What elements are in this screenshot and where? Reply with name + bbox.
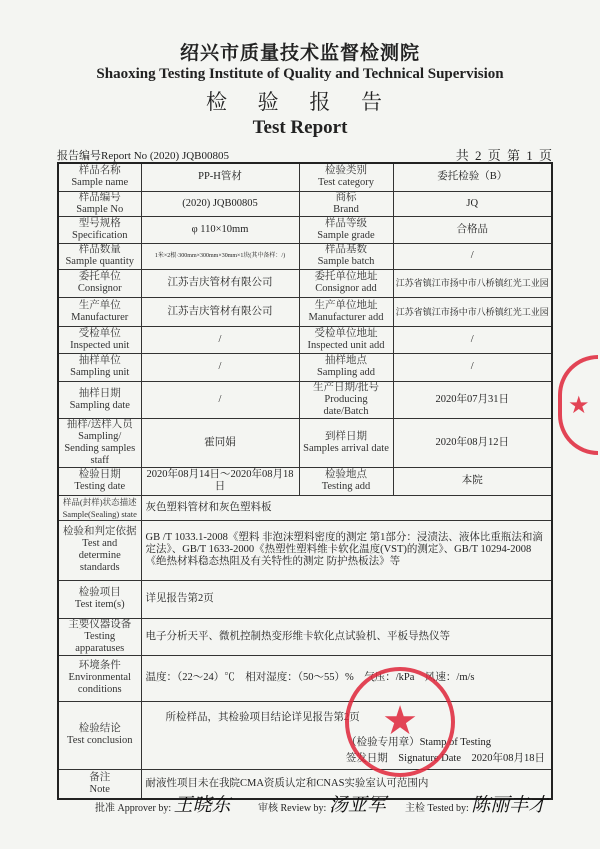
signature-date: 签发日期 Signature Date 2020年08月18日 [345,752,545,764]
label-cn: 生产单位地址 [314,299,378,311]
reviewer [258,790,386,817]
table-row [58,353,552,381]
field-value: 江苏吉庆管材有限公司 [141,297,299,326]
field-label [58,326,141,353]
label-en: Sampling add [316,367,376,378]
field-label [58,418,141,467]
field-value: 江苏吉庆管材有限公司 [141,269,299,297]
field-label [299,418,393,467]
field-label [58,655,141,701]
field-label [58,297,141,326]
label-en: Consignor add [315,283,377,294]
field-label [299,467,393,495]
label-en: Test conclusion [67,735,133,746]
label-en: Sample(Sealing) state [62,508,137,519]
label-en: Samples arrival date [303,442,389,454]
label-en: Sampling date [69,399,130,411]
label-cn: 委托单位地址 [314,271,378,282]
field-value: 合格品 [393,216,552,243]
stamp-line: （检验专用章）Stamp of Testing [346,736,491,748]
label-cn: 抽样日期 [78,387,121,399]
label-cn: 检验结论 [78,723,121,734]
field-value: / [141,381,299,418]
table-row [58,191,552,216]
field-label [58,243,141,269]
label-en: Sample batch [317,256,375,267]
label-en: Sampling unit [70,367,130,378]
star-icon: ★ [568,391,590,419]
table-row [58,618,552,655]
label-en: Sample grade [317,229,375,241]
conclusion-row [58,701,552,769]
label-en: Note [89,783,110,795]
label-cn: 样品(封样)状态描述 [62,496,137,507]
label-cn: 抽样单位 [78,355,121,366]
label-en: Sampling/ Sending samples staff [64,430,136,466]
tester [405,790,547,817]
table-row [58,381,552,418]
field-label [58,495,141,520]
label-en: Test and determine standards [78,538,121,573]
official-stamp [345,667,455,777]
label-en: Testing add [321,481,371,492]
field-value: 温度：（22～24）℃ 相对湿度：（50～55）% 气压：/kPa 风速：/m/s [141,655,552,701]
review-label: 审核 Review by: [258,803,327,814]
field-value: 2020年08月12日 [393,418,552,467]
field-value: 江苏省镇江市扬中市八桥镇红光工业园 [393,269,552,297]
label-en: Sample No [76,203,124,215]
field-label [299,381,393,418]
label-en: Testing date [74,481,126,492]
field-value: (2020) JQB00805 [141,191,299,216]
label-en: Environmental conditions [68,672,131,695]
field-label [299,191,393,216]
field-value: 霍同娟 [141,418,299,467]
label-cn: 受检单位 [78,327,121,339]
label-en: Manufacturer add [308,311,384,323]
approver-label: 批准 Approver by: [95,803,172,814]
table-row [58,418,552,467]
conclusion-text: 所检样品，其检验项目结论详见报告第2页 [165,711,360,723]
approver [95,790,231,817]
label-cn: 检验和判定依据 [63,526,137,537]
label-cn: 受检单位地址 [314,327,378,339]
label-en: Inspected unit add [307,339,385,351]
field-label [58,381,141,418]
label-cn: 样品数量 [78,244,121,255]
field-value: GB /T 1033.1-2008《塑料 非泡沫塑料密度的测定 第1部分：浸渍法、液体比重瓶法和滴定法》、GB/T 1633-2000《热塑性塑料维卡软化温度(VST)的测定》、GB/T 10294-2008 《绝热材料稳态热阻及有关特性的测定 防护热板法》等 [141,520,552,580]
note-text: 耐液性项目未在我院CMA资质认定和CNAS实验室认可范围内 [141,769,552,799]
field-value: / [141,326,299,353]
label-cn: 样品基数 [325,244,367,255]
field-value: 本院 [393,467,552,495]
label-en: Consignor [77,283,122,294]
label-cn: 委托单位 [78,271,121,282]
label-en: Inspected unit [70,339,130,351]
table-row [58,243,552,269]
label-cn: 样品编号 [78,191,121,203]
table-row [58,216,552,243]
label-cn: 主要仪器设备 [68,618,132,630]
field-value: 2020年08月14日～2020年08月18日 [141,467,299,495]
label-en: Testing apparatuses [75,630,125,654]
label-cn: 检验项目 [78,587,121,598]
table-row [58,269,552,297]
field-label [58,269,141,297]
label-cn: 生产单位 [78,299,121,311]
label-en: Specification [72,229,128,241]
field-label [299,269,393,297]
label-en: Manufacturer [71,311,129,323]
field-label [58,163,141,191]
field-label [58,520,141,580]
field-value: / [393,326,552,353]
star-icon: ★ [382,698,418,744]
reviewer-signature: 汤亚军 [328,794,386,816]
institute-title-cn: 绍兴市质量技术监督检测院 [179,42,420,64]
field-label [299,353,393,381]
field-value: / [393,353,552,381]
tester-signature: 陈丽丰才 [471,794,548,816]
field-label [58,701,141,769]
report-title-en: Test Report [252,117,348,138]
field-value: PP-H管材 [141,163,299,191]
approver-signature: 王晓东 [173,794,231,816]
field-value: φ 110×10mm [141,216,299,243]
field-label [58,467,141,495]
field-value: / [141,353,299,381]
field-value: / [393,243,552,269]
label-cn: 生产日期/批号 [313,381,379,393]
table-row [58,580,552,618]
label-cn: 检验日期 [78,469,121,480]
field-label [299,297,393,326]
label-cn: 型号规格 [78,217,121,229]
table-row [58,495,552,520]
label-en: Test item(s) [74,599,125,610]
label-cn: 样品等级 [325,217,367,229]
table-row [58,297,552,326]
field-value: 电子分析天平、微机控制热变形维卡软化点试验机、平板导热仪等 [141,618,552,655]
label-cn: 抽样地点 [325,355,367,366]
page-count: 共 2 页 第 1 页 [455,148,552,163]
field-value: JQ [393,191,552,216]
label-cn: 检验地点 [325,469,367,480]
field-label [299,243,393,269]
table-row [58,163,552,191]
label-en: Brand [333,203,359,215]
label-cn: 环境条件 [78,660,121,671]
report-title-cn: 检 验 报 告 [205,90,395,114]
table-row [58,467,552,495]
field-value: 2020年07月31日 [393,381,552,418]
tested-label: 主检 Tested by: [405,803,469,814]
field-value: 委托检验（B） [393,163,552,191]
label-cn: 商标 [335,191,357,203]
report-table [57,162,553,800]
field-value: 灰色塑料管材和灰色塑料板 [141,495,552,520]
institute-title-en: Shaoxing Testing Institute of Quality and Technical Supervision [96,66,504,82]
table-row [58,326,552,353]
label-cn: 样品名称 [78,165,121,177]
table-row [58,520,552,580]
label-cn: 抽样/送样人员 [66,418,133,430]
label-en: Sample name [71,177,129,189]
field-label [58,216,141,243]
seam-stamp [558,355,598,455]
label-en: Test category [317,177,375,189]
field-value: 江苏省镇江市扬中市八桥镇红光工业园 [393,297,552,326]
table-row [58,655,552,701]
label-en: Sample quantity [65,256,135,267]
label-cn: 检验类别 [325,165,367,177]
field-value: 详见报告第2页 [141,580,552,618]
label-cn: 备注 [89,771,111,783]
report-number: 报告编号Report No (2020) JQB00805 [57,150,230,162]
field-label [58,191,141,216]
field-value: 1米×2根·300mm×300mm×30mm×1块(其中备样：/) [141,243,299,269]
field-label [299,216,393,243]
field-label [299,163,393,191]
field-label [58,618,141,655]
field-label [58,580,141,618]
field-label [58,353,141,381]
field-label [299,326,393,353]
label-cn: 到样日期 [325,430,367,442]
label-en: Producing date/Batch [323,393,369,417]
